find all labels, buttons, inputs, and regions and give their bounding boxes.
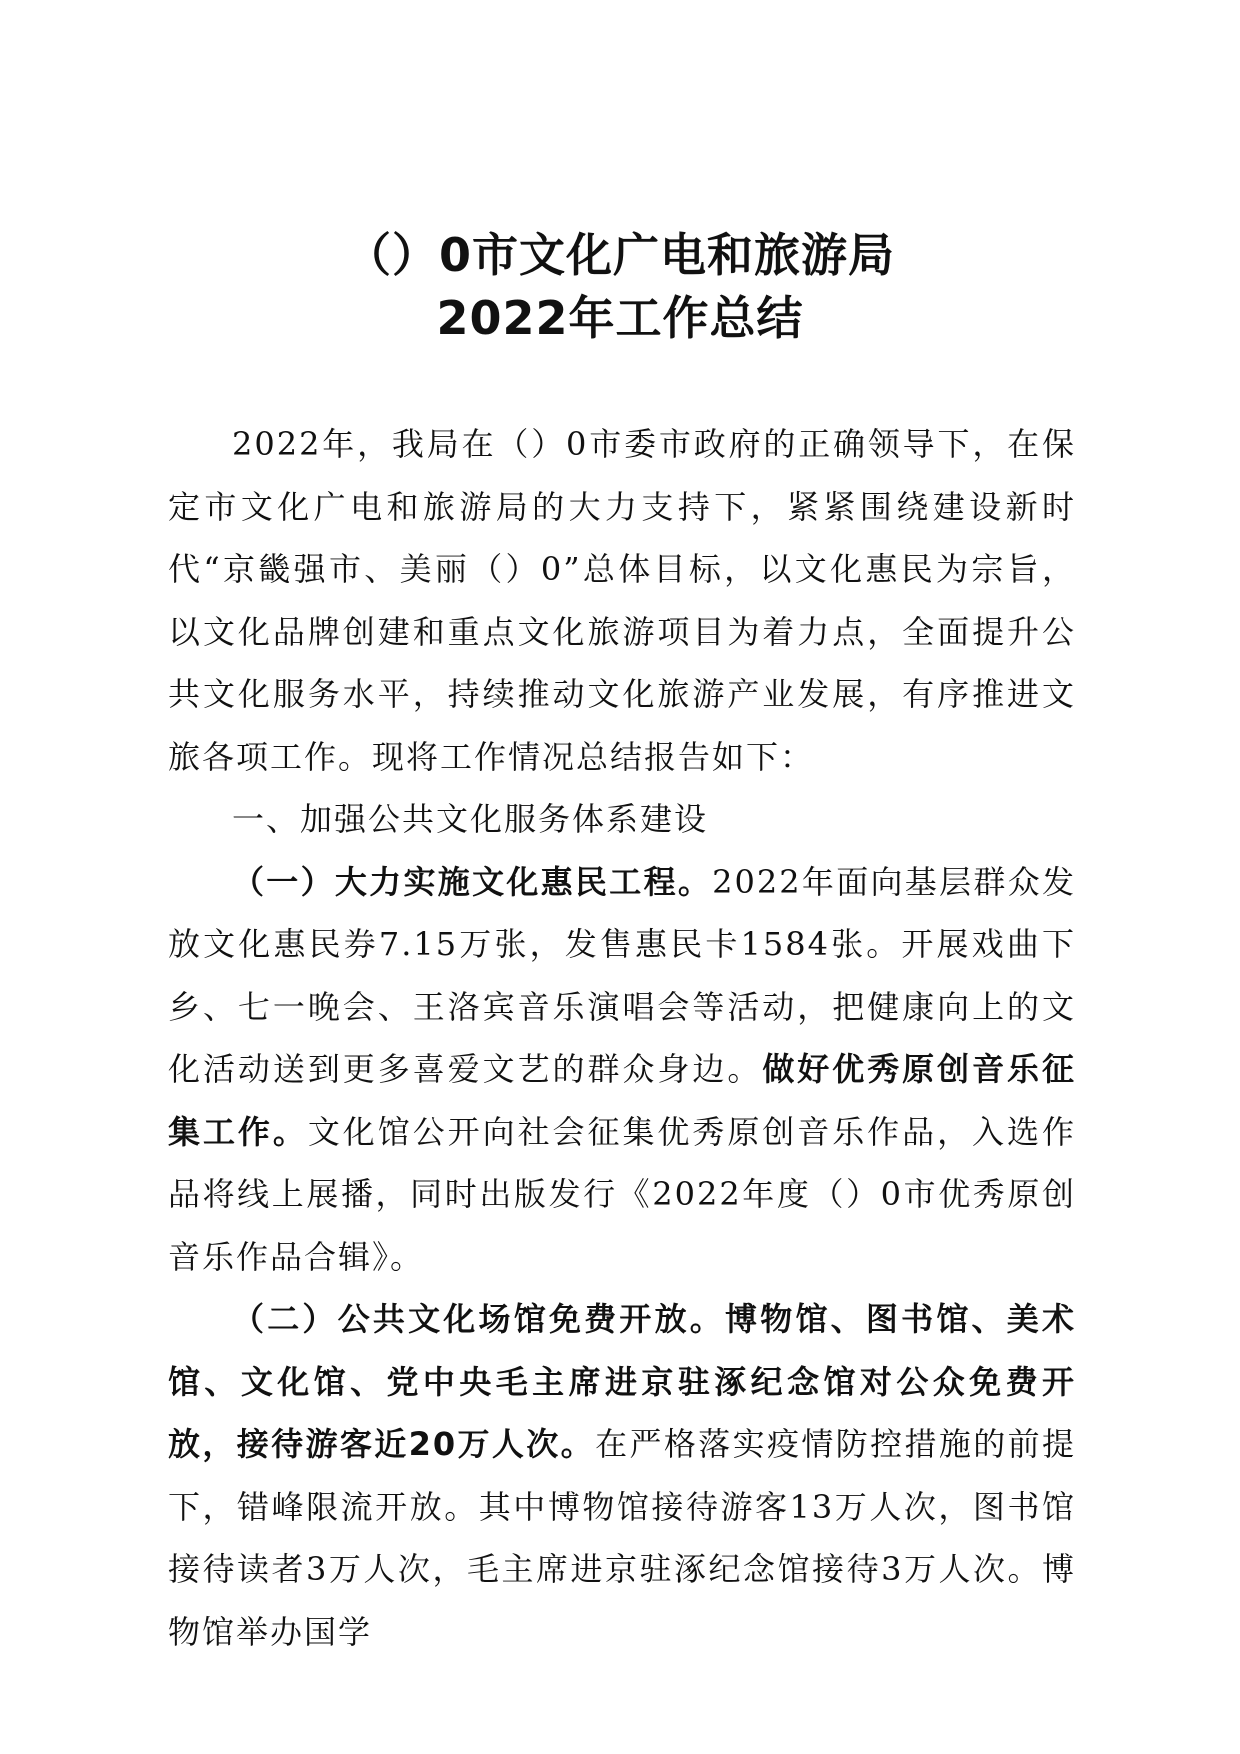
item2-bold: 博物馆、图书馆、美术馆、文化馆、党中央毛主席进京驻涿纪念馆对公众免费开放，接待游客近20万人次。 bbox=[168, 1300, 1076, 1463]
document-title-line2: 2022年工作总结 bbox=[436, 291, 804, 345]
document-title-line1: （）0市文化广电和旅游局 bbox=[344, 228, 895, 282]
item2-paragraph bbox=[168, 1288, 1076, 1663]
section1-heading: 一、加强公共文化服务体系建设 bbox=[232, 800, 709, 838]
item1-text1: 2022年面向基层群众发放文化惠民券7.15万张，发售惠民卡1584张。开展戏曲下乡、七一晚会、王洛宾音乐演唱会等活动，把健康向上的文化活动送到更多喜爱文艺的群众身边。 bbox=[168, 862, 1076, 1088]
item2-title: （二）公共文化场馆免费开放。 bbox=[232, 1300, 726, 1338]
item2-text: 在严格落实疫情防控措施的前提下，错峰限流开放。其中博物馆接待游客13万人次，图书馆接待读者3万人次，毛主席进京驻涿纪念馆接待3万人次。博物馆举办国学 bbox=[168, 1425, 1076, 1651]
item1-paragraph bbox=[168, 851, 1076, 1289]
intro-paragraph: 2022年，我局在（）0市委市政府的正确领导下，在保定市文化广电和旅游局的大力支持下，紧紧围绕建设新时代“京畿强市、美丽（）0”总体目标，以文化惠民为宗旨，以文化品牌创建和重点文化旅游项目为着力点，全面提升公共文化服务水平，持续推动文化旅游产业发展，有序推进文旅各项工作。现将工作情况总结报告如下： bbox=[168, 425, 1076, 776]
item1-bold2: 做好优秀原创音乐征集工作。 bbox=[168, 1050, 1076, 1151]
item1-text2: 文化馆公开向社会征集优秀原创音乐作品，入选作品将线上展播，同时出版发行《2022年度（）0市优秀原创音乐作品合辑》。 bbox=[168, 1112, 1076, 1276]
item1-title: （一）大力实施文化惠民工程。 bbox=[232, 862, 713, 901]
document-body bbox=[168, 413, 1076, 1663]
